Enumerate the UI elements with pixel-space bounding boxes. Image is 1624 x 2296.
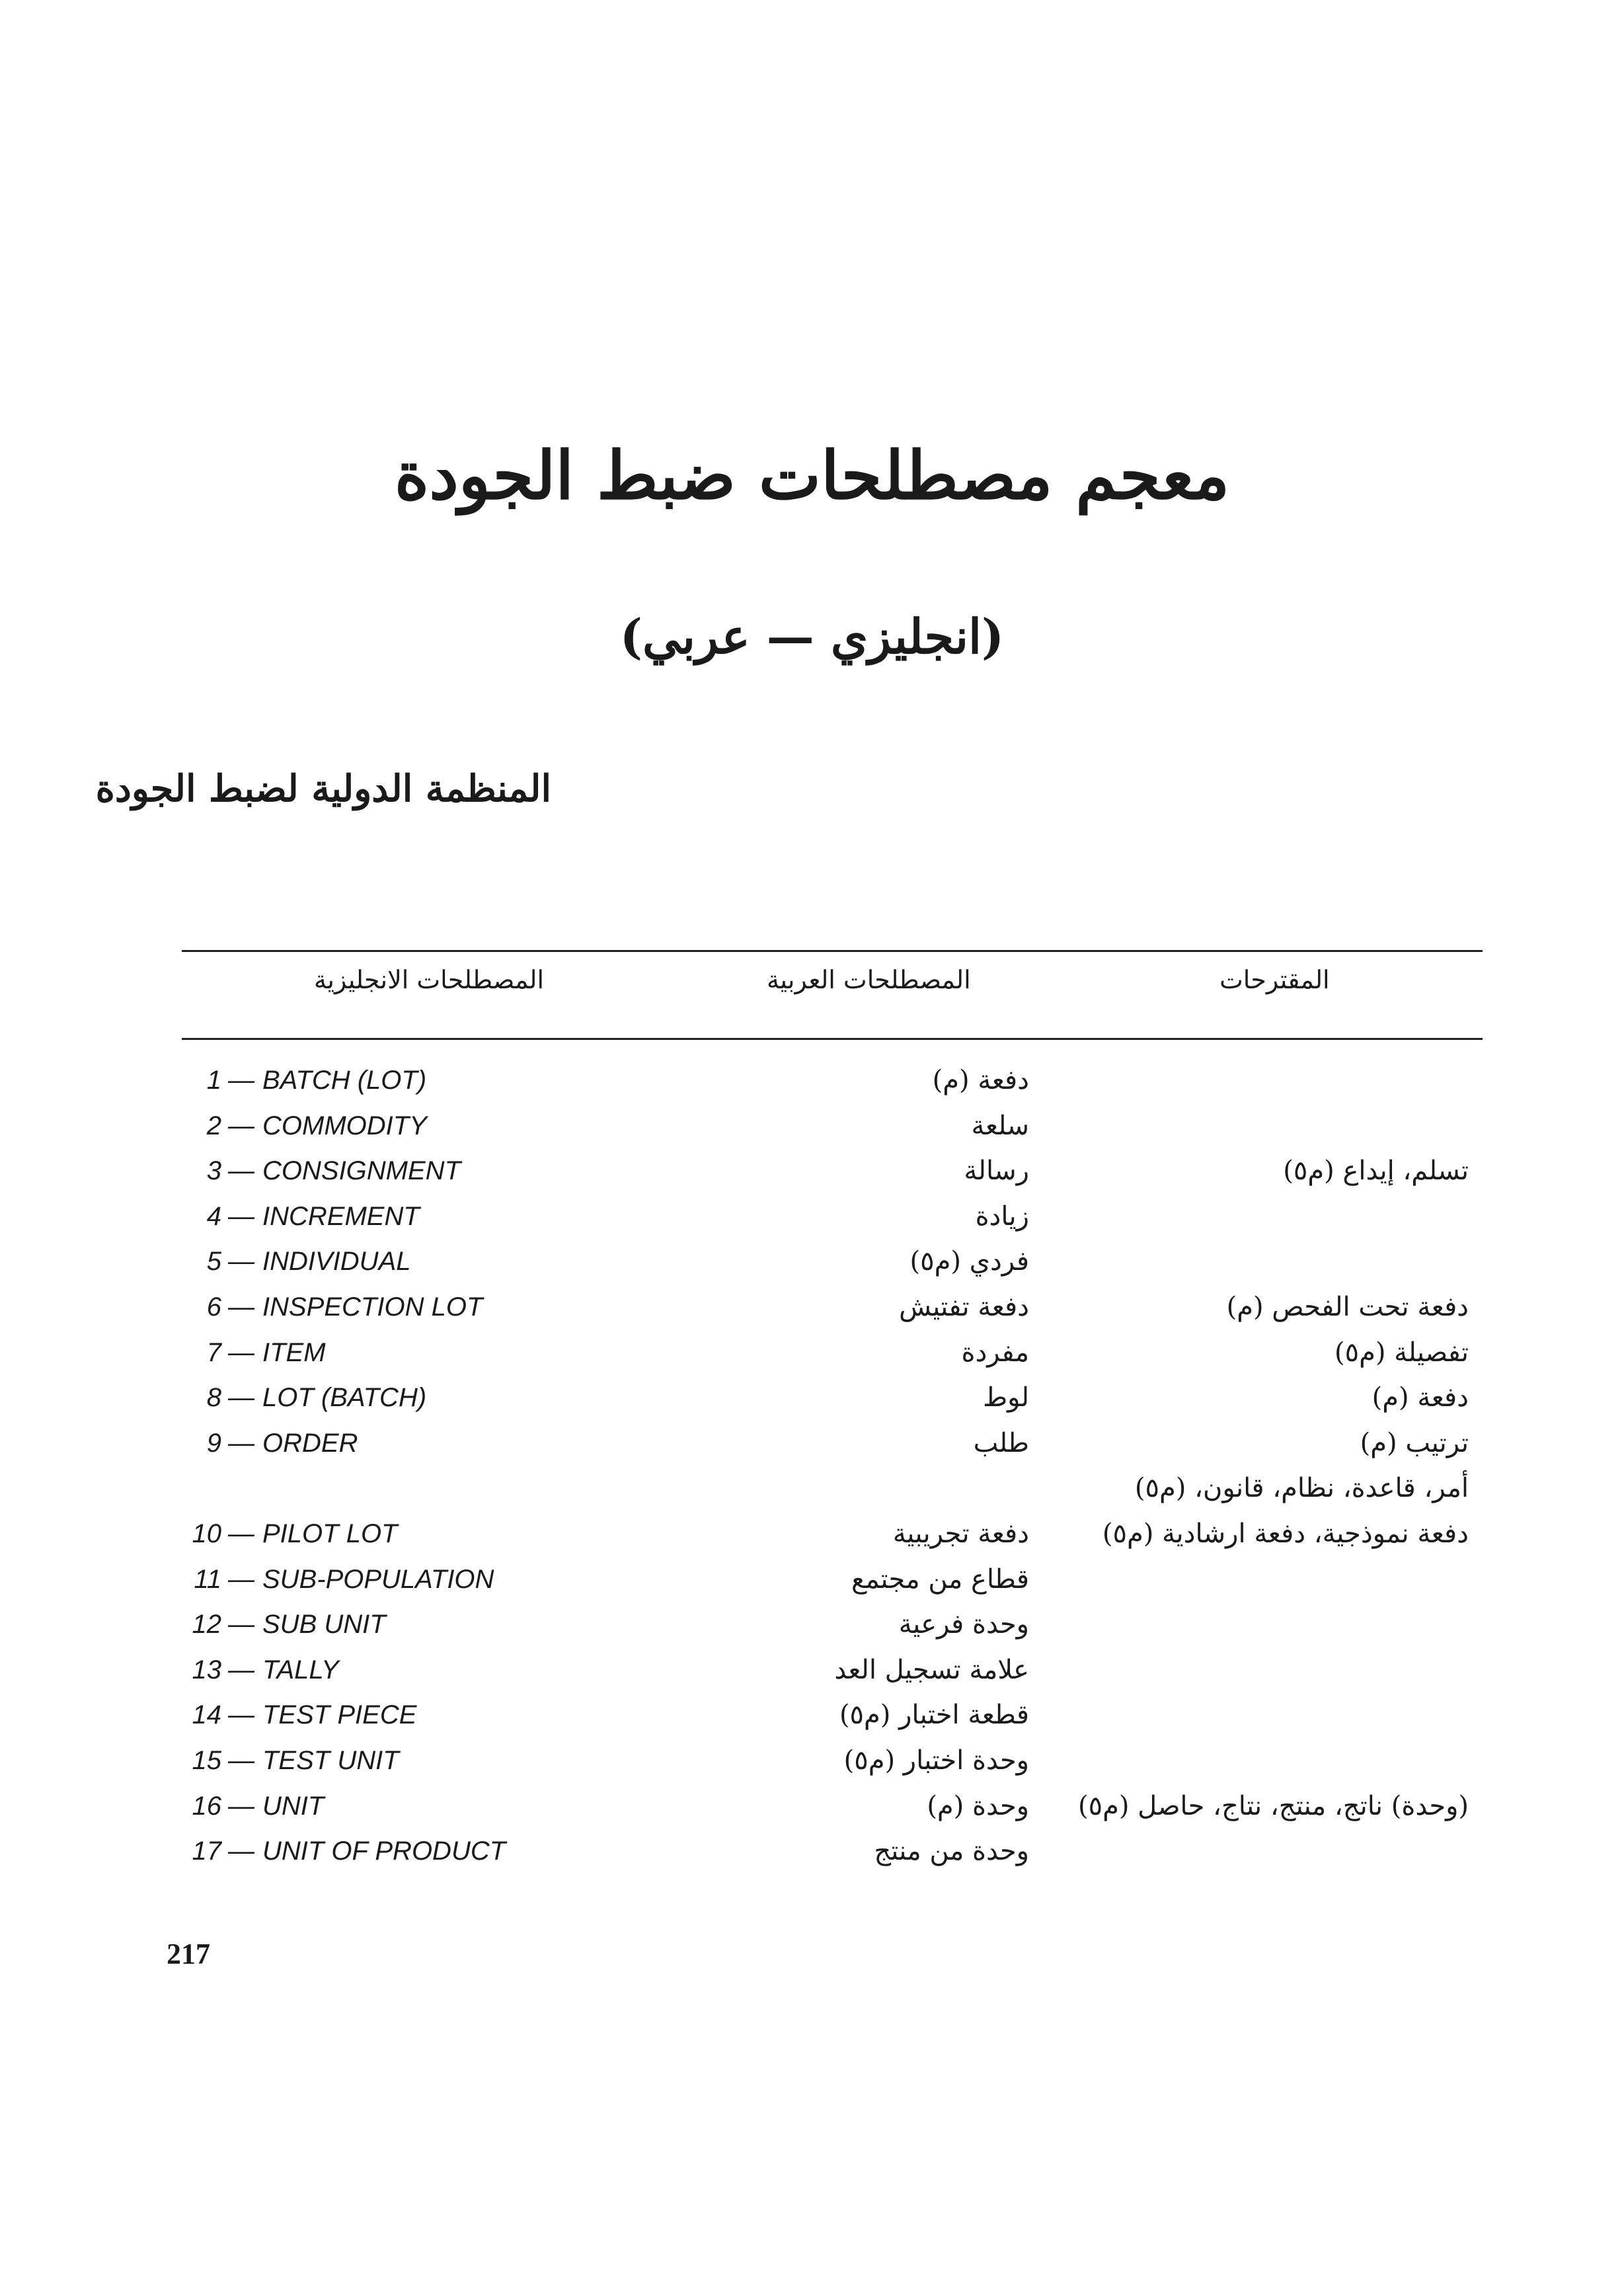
term-number: 9: [206, 1428, 221, 1458]
english-term: INSPECTION LOT: [262, 1292, 483, 1322]
table-row: [0, 1647, 1624, 1693]
english-term: SUB-POPULATION: [262, 1564, 494, 1594]
table-row: [0, 1692, 1624, 1738]
term-dash: —: [228, 1610, 254, 1640]
table-row: [0, 1375, 1624, 1421]
english-term: INDIVIDUAL: [262, 1247, 411, 1277]
term-dash: —: [228, 1337, 254, 1367]
arabic-term: دفعة تجريبية: [892, 1518, 1029, 1549]
english-term: LOT (BATCH): [262, 1383, 427, 1413]
term-number: 6: [206, 1292, 221, 1322]
english-term: BATCH (LOT): [262, 1066, 427, 1095]
arabic-term: طلب: [973, 1427, 1029, 1458]
arabic-term: علامة تسجيل العد: [834, 1654, 1029, 1685]
page-number: 217: [167, 1938, 210, 1970]
arabic-term: وحدة فرعية: [898, 1609, 1029, 1640]
table-row: [0, 1784, 1624, 1829]
arabic-term: وحدة (م): [927, 1790, 1029, 1821]
suggested-term: دفعة تحت الفحص (م): [1226, 1291, 1469, 1322]
arabic-term: وحدة اختبار (م٥): [843, 1745, 1029, 1776]
term-dash: —: [228, 1428, 254, 1458]
table-row: [0, 1602, 1624, 1647]
table-row: [0, 1103, 1624, 1149]
arabic-term: زيادة: [975, 1201, 1029, 1232]
table-row: [0, 1421, 1624, 1466]
arabic-term: قطعة اختبار (م٥): [839, 1700, 1029, 1731]
arabic-term: وحدة من منتج: [874, 1836, 1029, 1867]
term-dash: —: [228, 1700, 254, 1730]
term-dash: —: [228, 1519, 254, 1548]
arabic-term: قطاع من مجتمع: [851, 1564, 1029, 1595]
english-term: UNIT: [262, 1791, 325, 1821]
english-term: INCREMENT: [262, 1201, 420, 1231]
arabic-term: دفعة (م): [932, 1065, 1029, 1095]
header-suggestions: المقترحات: [1219, 965, 1330, 994]
term-dash: —: [228, 1564, 254, 1594]
english-term: COMMODITY: [262, 1111, 427, 1140]
term-dash: —: [228, 1292, 254, 1322]
english-term: PILOT LOT: [262, 1519, 398, 1548]
english-term: TEST PIECE: [262, 1700, 417, 1730]
suggested-term: (وحدة) ناتج، منتج، نتاج، حاصل (م٥): [1077, 1790, 1469, 1821]
term-number: 12: [192, 1610, 221, 1640]
organization-heading: المنظمة الدولية لضبط الجودة: [95, 767, 551, 811]
term-dash: —: [228, 1791, 254, 1821]
arabic-term: فردي (م٥): [909, 1246, 1029, 1277]
term-number: 13: [192, 1655, 221, 1684]
term-number: 17: [192, 1837, 221, 1866]
term-number: 2: [206, 1111, 221, 1140]
header-english-terms: المصطلحات الانجليزية: [314, 965, 545, 994]
suggested-term: تسلم، إيداع (م٥): [1283, 1156, 1469, 1187]
suggested-term: ترتيب (م): [1360, 1427, 1469, 1458]
page-title: معجم مصطلحات ضبط الجودة: [394, 436, 1230, 514]
term-dash: —: [228, 1111, 254, 1140]
suggested-term: تفصيلة (م٥): [1334, 1337, 1469, 1368]
suggested-term: دفعة (م): [1372, 1382, 1469, 1413]
arabic-term: رسالة: [964, 1156, 1029, 1187]
table-row: [0, 1330, 1624, 1376]
header-arabic-terms: المصطلحات العربية: [767, 965, 971, 994]
table-top-rule: [182, 950, 1483, 952]
term-number: 7: [206, 1337, 221, 1367]
term-number: 3: [206, 1156, 221, 1186]
table-row: [0, 1511, 1624, 1557]
term-dash: —: [228, 1066, 254, 1095]
term-dash: —: [228, 1201, 254, 1231]
term-dash: —: [228, 1837, 254, 1866]
term-dash: —: [228, 1247, 254, 1277]
arabic-term: دفعة تفتيش: [899, 1291, 1029, 1322]
term-dash: —: [228, 1383, 254, 1413]
suggested-term: أمر، قاعدة، نظام، قانون، (م٥): [1134, 1473, 1469, 1504]
english-term: UNIT OF PRODUCT: [262, 1837, 506, 1866]
table-row: [0, 1829, 1624, 1874]
term-dash: —: [228, 1745, 254, 1775]
table-row: [0, 1466, 1624, 1511]
term-number: 1: [206, 1066, 221, 1095]
table-row: [0, 1058, 1624, 1103]
arabic-term: مفردة: [961, 1337, 1029, 1368]
table-row: [0, 1557, 1624, 1603]
suggested-term: دفعة نموذجية، دفعة ارشادية (م٥): [1102, 1518, 1469, 1549]
term-number: 4: [206, 1201, 221, 1231]
english-term: ORDER: [262, 1428, 358, 1458]
term-number: 10: [192, 1519, 221, 1548]
term-number: 14: [192, 1700, 221, 1730]
english-term: SUB UNIT: [262, 1610, 386, 1640]
english-term: TALLY: [262, 1655, 339, 1684]
table-row: [0, 1285, 1624, 1330]
term-number: 5: [206, 1247, 221, 1277]
english-term: TEST UNIT: [262, 1745, 399, 1775]
terms-table: [0, 1058, 1624, 1874]
arabic-term: لوط: [983, 1382, 1029, 1413]
english-term: CONSIGNMENT: [262, 1156, 461, 1186]
table-row: [0, 1738, 1624, 1784]
page-subtitle: (انجليزي — عربي): [619, 608, 1005, 664]
term-number: 16: [192, 1791, 221, 1821]
table-header-rule: [182, 1038, 1483, 1040]
table-row: [0, 1194, 1624, 1240]
arabic-term: سلعة: [971, 1110, 1029, 1141]
term-number: 8: [206, 1383, 221, 1413]
table-row: [0, 1239, 1624, 1285]
english-term: ITEM: [262, 1337, 326, 1367]
term-number: 11: [194, 1564, 221, 1594]
term-number: 15: [192, 1745, 221, 1775]
term-dash: —: [228, 1156, 254, 1186]
table-row: [0, 1148, 1624, 1194]
term-dash: —: [228, 1655, 254, 1684]
